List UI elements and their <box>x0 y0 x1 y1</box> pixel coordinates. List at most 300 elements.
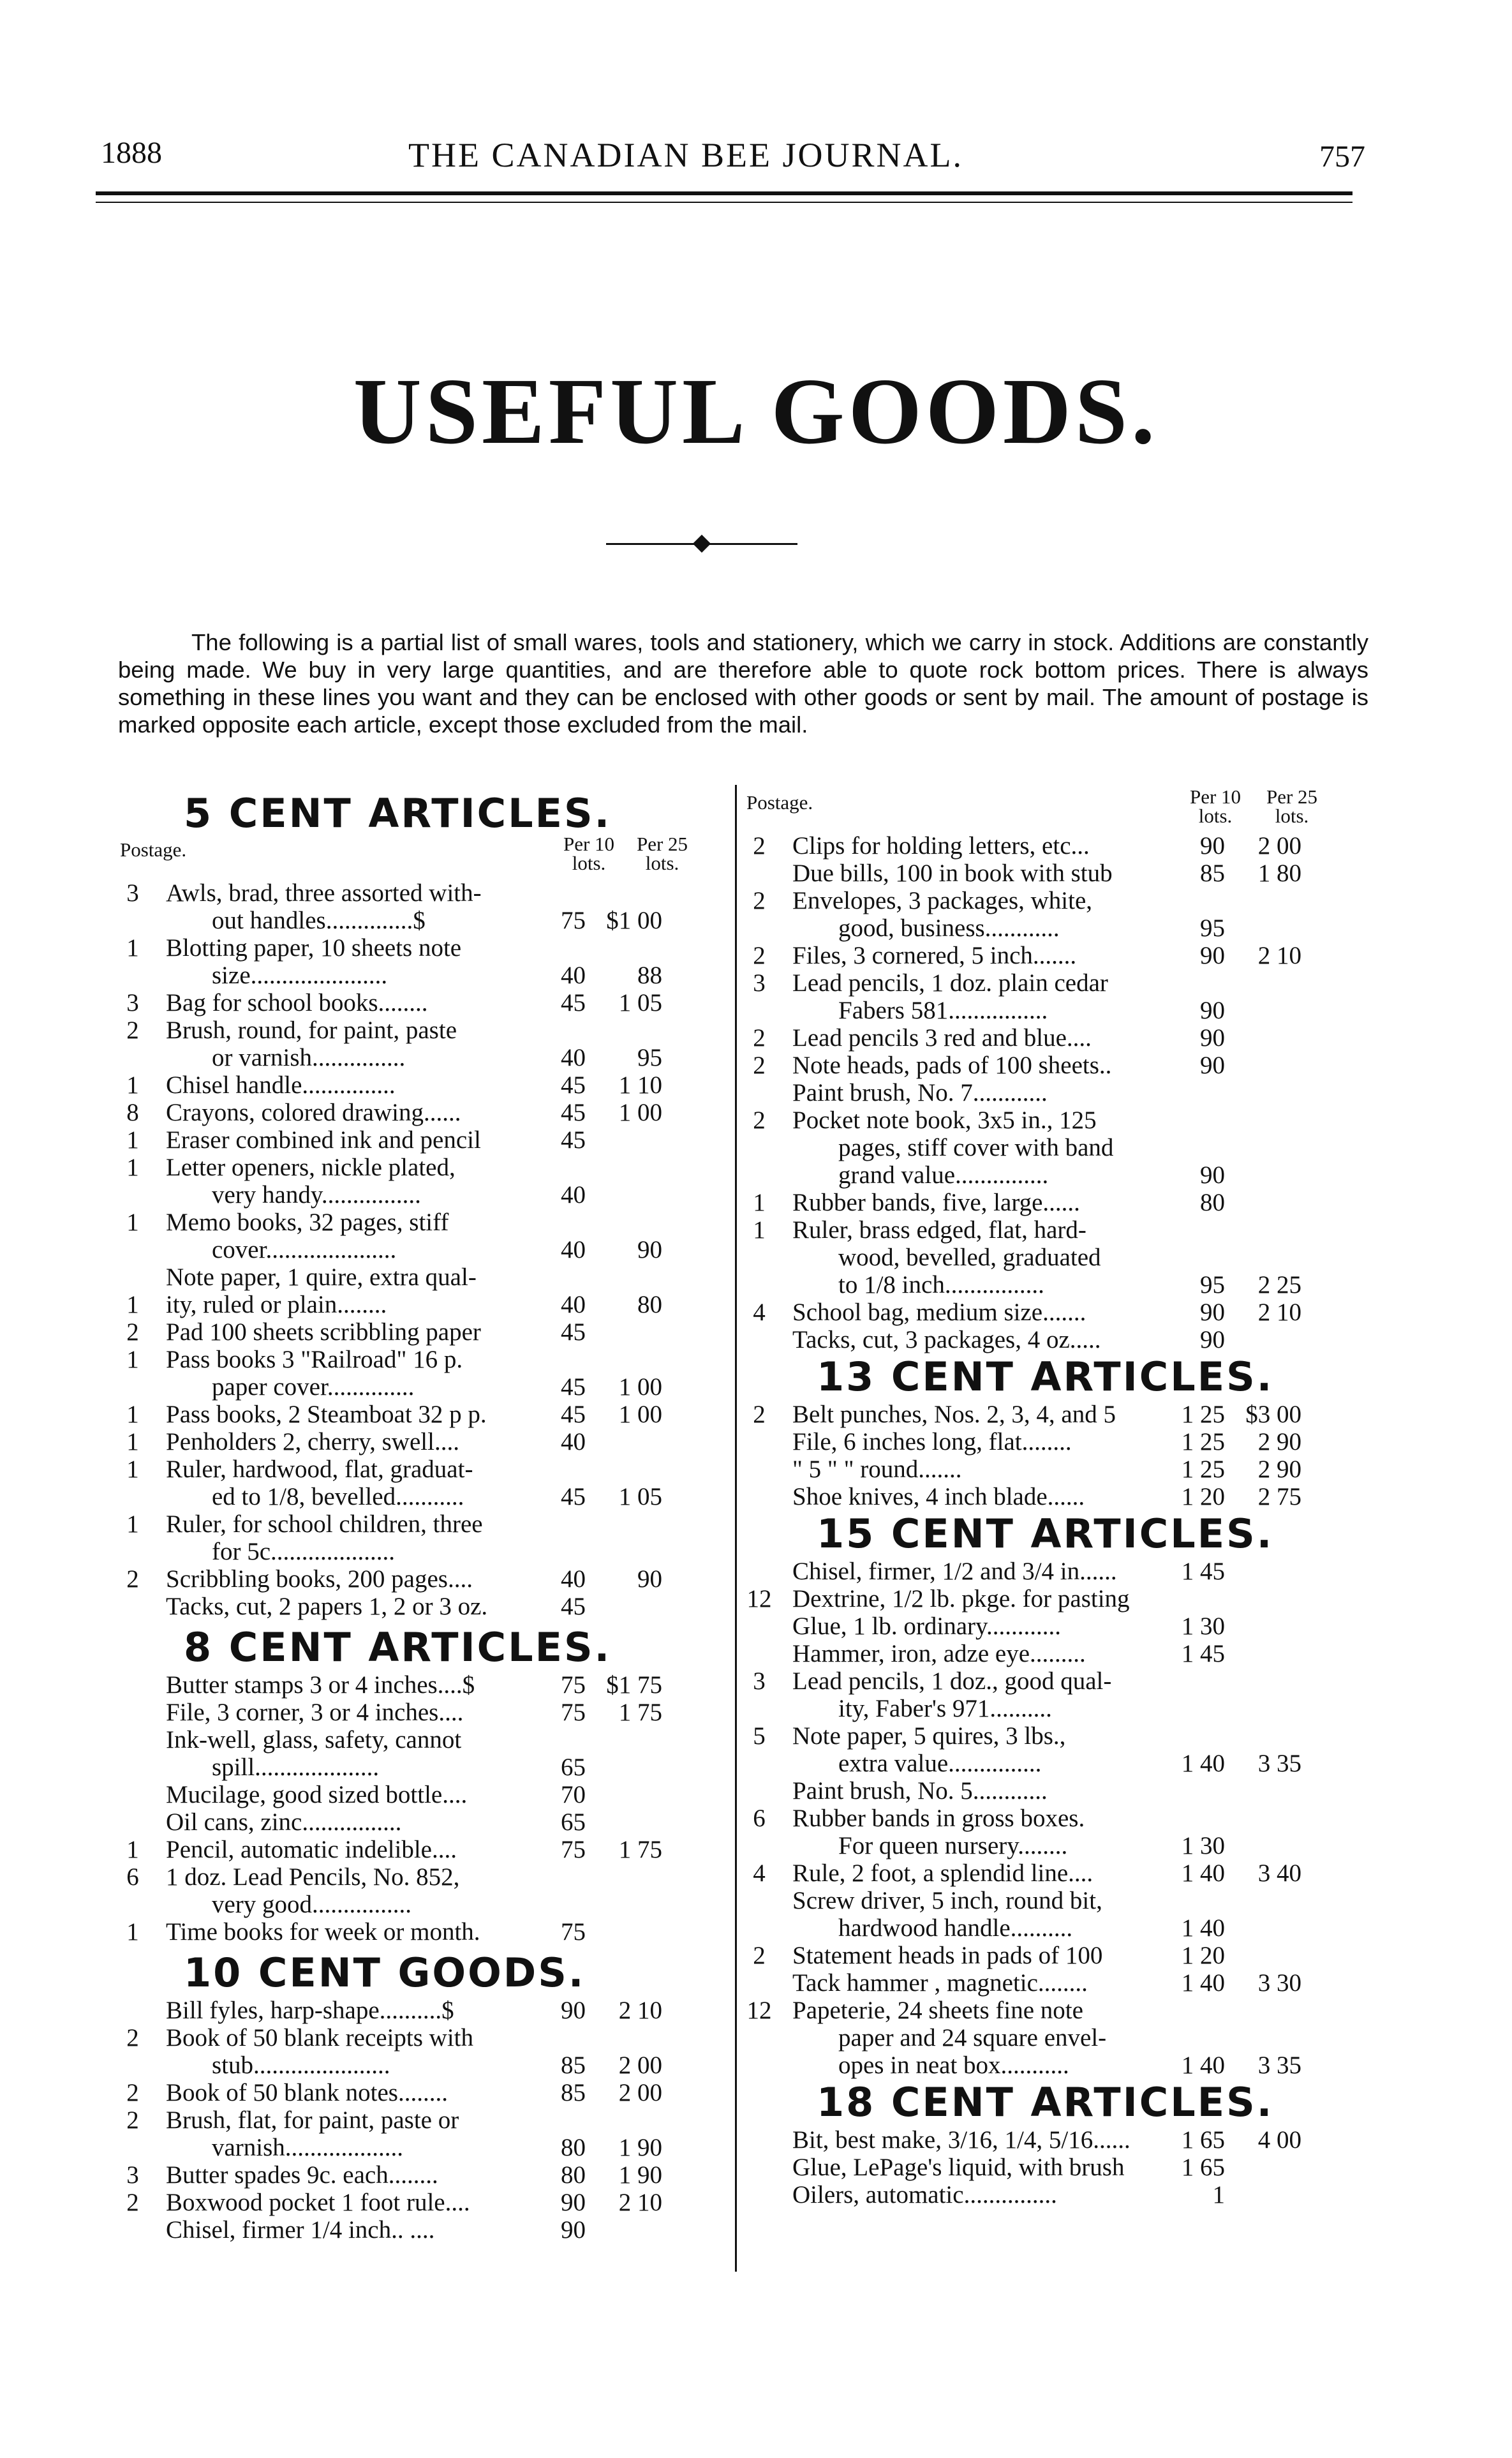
list-item <box>120 2079 732 2106</box>
item-description <box>166 1428 561 1456</box>
list-item <box>746 2154 1378 2181</box>
item-price-per-10: 1 25 <box>1181 1456 1225 1483</box>
item-price-per-10: 75 <box>561 1836 586 1863</box>
item-postage: 1 <box>126 1126 139 1154</box>
list-item <box>120 1291 732 1318</box>
list-item <box>120 1263 732 1291</box>
item-postage: 5 <box>753 1722 766 1750</box>
per10-header-right-line2: lots. <box>1198 805 1233 827</box>
item-price-per-25: 2 10 <box>618 2189 662 2216</box>
item-postage: 3 <box>126 879 139 907</box>
item-description-line: Lead pencils 3 red and blue.... <box>792 1024 1092 1052</box>
item-description-line: Tacks, cut, 2 papers 1, 2 or 3 oz. <box>166 1593 488 1620</box>
item-description-line: Book of 50 blank receipts with <box>166 2024 473 2052</box>
list-item <box>120 1401 732 1428</box>
item-description-line: Belt punches, Nos. 2, 3, 4, and 5 <box>792 1401 1116 1428</box>
list-item <box>120 1671 732 1699</box>
item-description <box>166 1997 561 2024</box>
item-description <box>792 1106 1201 1189</box>
list-item <box>120 1781 732 1808</box>
item-price-per-10: 40 <box>561 1428 586 1456</box>
item-description <box>166 1071 561 1099</box>
list-item <box>120 879 732 934</box>
item-description <box>166 2106 561 2161</box>
item-description-line: Screw driver, 5 inch, round bit, <box>792 1887 1102 1914</box>
item-price-per-10: 45 <box>561 1373 586 1401</box>
item-list-5-cent <box>120 879 732 1620</box>
list-item <box>746 1052 1378 1079</box>
item-description-line: For queen nursery........ <box>838 1832 1068 1859</box>
item-description <box>166 1318 561 1346</box>
item-price-per-10: 45 <box>561 1483 586 1510</box>
list-item <box>746 1456 1378 1483</box>
item-postage: 2 <box>126 2189 139 2216</box>
item-description-line: paper and 24 square envel- <box>838 2024 1107 2052</box>
item-list-10-cent-continued <box>746 832 1378 1353</box>
list-item <box>746 1997 1378 2079</box>
item-description-line: School bag, medium size....... <box>792 1299 1086 1326</box>
list-item <box>120 1071 732 1099</box>
item-price-per-10: 90 <box>1200 1161 1225 1189</box>
item-description <box>792 1805 1201 1859</box>
list-item <box>120 989 732 1017</box>
left-column <box>120 790 732 2244</box>
running-header <box>96 135 1365 180</box>
list-item <box>120 1099 732 1126</box>
item-postage: 2 <box>126 2106 139 2134</box>
item-postage: 1 <box>126 1510 139 1538</box>
item-price-per-25: 1 05 <box>618 1483 662 1510</box>
item-description <box>792 1299 1201 1326</box>
item-price-per-10: 80 <box>561 2134 586 2161</box>
section-heading-8-cent: 8 CENT ARTICLES. <box>184 1624 612 1671</box>
item-postage: 12 <box>746 1585 772 1613</box>
item-price-per-10: 45 <box>561 1071 586 1099</box>
list-item <box>120 1428 732 1456</box>
item-description <box>166 1291 561 1318</box>
item-price-per-10: 90 <box>1200 1299 1225 1326</box>
item-postage: 4 <box>753 1299 766 1326</box>
section-heading-15-cent: 15 CENT ARTICLES. <box>817 1510 1274 1557</box>
item-description <box>792 2154 1201 2181</box>
item-description-line: Brush, flat, for paint, paste or <box>166 2106 459 2134</box>
item-description-line: Ruler, hardwood, flat, graduat- <box>166 1456 473 1483</box>
item-price-per-10: 85 <box>561 2079 586 2106</box>
item-description-line: Book of 50 blank notes........ <box>166 2079 448 2106</box>
item-price-per-10: 1 20 <box>1181 1483 1225 1510</box>
item-price-per-25: 2 10 <box>1257 1299 1301 1326</box>
item-postage: 2 <box>126 2079 139 2106</box>
item-description <box>792 860 1201 887</box>
item-description <box>792 1667 1201 1722</box>
list-item <box>746 832 1378 860</box>
item-list-18-cent <box>746 2126 1378 2208</box>
item-postage: 2 <box>126 1318 139 1346</box>
item-description-line: extra value............... <box>838 1750 1042 1777</box>
item-postage: 12 <box>746 1997 772 2024</box>
postage-header: Postage. <box>120 838 187 861</box>
item-description-line: Dextrine, 1/2 lb. pkge. for pasting <box>792 1585 1130 1613</box>
item-description <box>166 2161 561 2189</box>
per25-header-line2: lots. <box>645 852 679 874</box>
item-price-per-10: 90 <box>1200 997 1225 1024</box>
item-price-per-25: 2 90 <box>1257 1428 1301 1456</box>
item-price-per-25: 1 75 <box>618 1699 662 1726</box>
list-item <box>746 1428 1378 1456</box>
item-description-line: Clips for holding letters, etc... <box>792 832 1090 860</box>
list-item <box>746 1079 1378 1106</box>
item-description <box>166 1808 561 1836</box>
item-description-line: Ink-well, glass, safety, cannot <box>166 1726 462 1754</box>
section-heading-10-cent: 10 CENT GOODS. <box>184 1949 586 1996</box>
item-description-line: Ruler, brass edged, flat, hard- <box>792 1216 1086 1244</box>
item-price-per-10: 40 <box>561 1565 586 1593</box>
item-description <box>792 1585 1201 1613</box>
item-price-per-10: 45 <box>561 1318 586 1346</box>
ornament-line-left <box>606 543 695 545</box>
item-description-line: Chisel, firmer 1/4 inch.. .... <box>166 2216 435 2244</box>
per10-header-line1: Per 10 <box>563 833 615 855</box>
list-item <box>746 969 1378 1024</box>
per25-header-line1: Per 25 <box>636 833 688 855</box>
item-postage: 2 <box>753 1942 766 1969</box>
header-rule-thick <box>96 191 1353 195</box>
item-description-line: Oil cans, zinc................ <box>166 1808 402 1836</box>
item-price-per-10: 1 40 <box>1181 1969 1225 1997</box>
item-price-per-25: $1 00 <box>606 907 662 934</box>
item-postage: 1 <box>126 1209 139 1236</box>
item-description-line: Pass books, 2 Steamboat 32 p p. <box>166 1401 487 1428</box>
item-description-line: very handy................ <box>212 1181 421 1209</box>
item-price-per-25: $1 75 <box>606 1671 662 1699</box>
item-description-line: stub...................... <box>212 2052 390 2079</box>
item-description <box>166 1863 561 1918</box>
section-heading-5-cent: 5 CENT ARTICLES. <box>184 790 612 837</box>
item-description-line: " 5 " " round....... <box>792 1456 962 1483</box>
item-postage: 1 <box>126 934 139 962</box>
item-description-line: Bit, best make, 3/16, 1/4, 5/16...... <box>792 2126 1130 2154</box>
item-description-line: or varnish............... <box>212 1044 406 1071</box>
item-postage: 1 <box>126 1401 139 1428</box>
item-description <box>166 1401 561 1428</box>
item-price-per-10: 90 <box>1200 1024 1225 1052</box>
item-price-per-10: 1 65 <box>1181 2126 1225 2154</box>
item-description-line: Note paper, 1 quire, extra qual- <box>166 1263 477 1291</box>
item-description-line: Envelopes, 3 packages, white, <box>792 887 1093 914</box>
item-postage: 1 <box>126 1456 139 1483</box>
item-postage: 1 <box>126 1918 139 1946</box>
item-description-line: Penholders 2, cherry, swell.... <box>166 1428 459 1456</box>
list-item <box>746 1585 1378 1613</box>
item-description-line: Time books for week or month. <box>166 1918 480 1946</box>
item-postage: 2 <box>126 1017 139 1044</box>
item-postage: 2 <box>753 1024 766 1052</box>
item-description-line: Butter stamps 3 or 4 inches....$ <box>166 1671 475 1699</box>
list-item <box>746 1558 1378 1585</box>
item-price-per-10: 40 <box>561 1291 586 1318</box>
item-price-per-10: 70 <box>561 1781 586 1808</box>
per10-header-line2: lots. <box>572 852 606 874</box>
item-price-per-25: 1 90 <box>618 2161 662 2189</box>
item-description <box>166 1263 561 1291</box>
list-item <box>120 1863 732 1918</box>
item-price-per-10: 1 40 <box>1181 2052 1225 2079</box>
item-postage: 2 <box>753 887 766 914</box>
item-price-per-10: 90 <box>561 2216 586 2244</box>
list-item <box>746 1106 1378 1189</box>
item-description-line: Paint brush, No. 5............ <box>792 1777 1048 1805</box>
item-description-line: Memo books, 32 pages, stiff <box>166 1209 449 1236</box>
item-description <box>166 879 561 934</box>
item-postage: 1 <box>126 1291 139 1318</box>
item-postage: 2 <box>753 1106 766 1134</box>
item-list-8-cent <box>120 1671 732 1946</box>
list-item <box>746 1401 1378 1428</box>
item-price-per-25: 2 00 <box>1257 832 1301 860</box>
item-description-line: very good................ <box>212 1891 412 1918</box>
per10-header-right-line1: Per 10 <box>1189 786 1241 808</box>
item-description <box>792 1189 1201 1216</box>
per10-header-right <box>1187 787 1244 826</box>
item-price-per-10: 90 <box>1200 832 1225 860</box>
item-price-per-25: $3 00 <box>1245 1401 1301 1428</box>
item-description-line: Rule, 2 foot, a splendid line.... <box>792 1859 1093 1887</box>
item-price-per-10: 1 30 <box>1181 1613 1225 1640</box>
item-price-per-10: 45 <box>561 1126 586 1154</box>
list-item <box>120 1126 732 1154</box>
item-description <box>792 1483 1201 1510</box>
list-item <box>120 1997 732 2024</box>
item-description-line: Tack hammer , magnetic........ <box>792 1969 1088 1997</box>
item-price-per-25: 90 <box>637 1236 662 1263</box>
title-ornament <box>606 536 797 551</box>
item-description-line: Lead pencils, 1 doz. plain cedar <box>792 969 1108 997</box>
list-item <box>120 1565 732 1593</box>
item-description <box>166 1565 561 1593</box>
list-item <box>120 1456 732 1510</box>
list-item <box>120 1209 732 1263</box>
list-item <box>746 1216 1378 1299</box>
item-description-line: grand value............... <box>838 1161 1049 1189</box>
item-price-per-25: 3 35 <box>1257 2052 1301 2079</box>
item-description-line: Fabers 581................ <box>838 997 1048 1024</box>
item-description <box>166 1510 561 1565</box>
list-item <box>746 860 1378 887</box>
item-description-line: File, 3 corner, 3 or 4 inches.... <box>166 1699 464 1726</box>
item-postage: 1 <box>753 1216 766 1244</box>
list-item <box>120 1726 732 1781</box>
item-description <box>166 1593 561 1620</box>
item-description-line: Paint brush, No. 7............ <box>792 1079 1048 1106</box>
list-item <box>120 1154 732 1209</box>
item-description <box>792 1079 1201 1106</box>
item-description-line: Oilers, automatic............... <box>792 2181 1057 2208</box>
item-price-per-10: 1 20 <box>1181 1942 1225 1969</box>
item-price-per-25: 4 00 <box>1257 2126 1301 2154</box>
item-list-15-cent <box>746 1558 1378 2079</box>
item-price-per-10: 95 <box>1200 914 1225 942</box>
item-description-line: Ruler, for school children, three <box>166 1510 483 1538</box>
item-description <box>792 1326 1201 1353</box>
item-price-per-10: 45 <box>561 1099 586 1126</box>
list-item <box>120 2106 732 2161</box>
list-item <box>746 1805 1378 1859</box>
list-item <box>746 1667 1378 1722</box>
header-year: 1888 <box>101 136 162 170</box>
item-description-line: Mucilage, good sized bottle.... <box>166 1781 468 1808</box>
item-description-line: Pocket note book, 3x5 in., 125 <box>792 1106 1097 1134</box>
list-item <box>746 1722 1378 1777</box>
per25-header-right-line2: lots. <box>1275 805 1309 827</box>
item-description-line: Bag for school books........ <box>166 989 428 1017</box>
item-description-line: 1 doz. Lead Pencils, No. 852, <box>166 1863 460 1891</box>
item-postage: 2 <box>753 1052 766 1079</box>
list-item <box>120 2024 732 2079</box>
item-description <box>792 1024 1201 1052</box>
item-price-per-25: 95 <box>637 1044 662 1071</box>
item-description-line: Pass books 3 "Railroad" 16 p. <box>166 1346 463 1373</box>
item-price-per-10: 40 <box>561 1044 586 1071</box>
item-postage: 1 <box>126 1346 139 1373</box>
item-price-per-10: 40 <box>561 962 586 989</box>
item-description-line: good, business............ <box>838 914 1060 942</box>
item-description <box>792 2181 1201 2208</box>
item-description <box>166 1781 561 1808</box>
section-heading-13-cent: 13 CENT ARTICLES. <box>817 1353 1274 1400</box>
list-item <box>120 1836 732 1863</box>
item-price-per-10: 85 <box>1200 860 1225 887</box>
item-description <box>792 1722 1201 1777</box>
item-price-per-10: 1 45 <box>1181 1558 1225 1585</box>
item-price-per-10: 1 40 <box>1181 1750 1225 1777</box>
item-postage: 3 <box>753 969 766 997</box>
item-description-line: Hammer, iron, adze eye......... <box>792 1640 1086 1667</box>
item-list-13-cent <box>746 1401 1378 1510</box>
item-price-per-10: 75 <box>561 907 586 934</box>
item-description-line: Tacks, cut, 3 packages, 4 oz..... <box>792 1326 1101 1353</box>
column-divider <box>735 785 737 2272</box>
list-item <box>746 942 1378 969</box>
item-description-line: Due bills, 100 in book with stub <box>792 860 1113 887</box>
item-postage: 1 <box>753 1189 766 1216</box>
item-description-line: Boxwood pocket 1 foot rule.... <box>166 2189 470 2216</box>
item-description-line: Chisel, firmer, 1/2 and 3/4 in...... <box>792 1558 1117 1585</box>
item-description <box>166 1836 561 1863</box>
item-description <box>166 1918 561 1946</box>
item-postage: 2 <box>753 1401 766 1428</box>
item-price-per-25: 2 75 <box>1257 1483 1301 1510</box>
item-description <box>166 1154 561 1209</box>
item-price-per-25: 2 10 <box>1257 942 1301 969</box>
item-postage: 8 <box>126 1099 139 1126</box>
header-journal-title: THE CANADIAN BEE JOURNAL. <box>408 136 963 174</box>
list-item <box>746 2181 1378 2208</box>
item-price-per-10: 1 45 <box>1181 1640 1225 1667</box>
item-description <box>792 1558 1201 1585</box>
item-price-per-10: 75 <box>561 1699 586 1726</box>
item-description-line: Shoe knives, 4 inch blade...... <box>792 1483 1085 1510</box>
item-price-per-25: 2 10 <box>618 1997 662 2024</box>
item-price-per-25: 2 90 <box>1257 1456 1301 1483</box>
item-price-per-10: 40 <box>561 1181 586 1209</box>
item-description-line: Pencil, automatic indelible.... <box>166 1836 457 1863</box>
item-description-line: Rubber bands, five, large...... <box>792 1189 1080 1216</box>
item-price-per-25: 2 25 <box>1257 1271 1301 1299</box>
item-description <box>792 1456 1201 1483</box>
item-postage: 3 <box>126 2161 139 2189</box>
list-item <box>120 1593 732 1620</box>
item-price-per-10: 90 <box>561 1997 586 2024</box>
item-price-per-10: 1 25 <box>1181 1401 1225 1428</box>
item-price-per-25: 1 75 <box>618 1836 662 1863</box>
item-description <box>792 1640 1201 1667</box>
item-price-per-10: 45 <box>561 1401 586 1428</box>
list-item <box>746 1613 1378 1640</box>
item-description-line: varnish................... <box>212 2134 404 2161</box>
item-description-line: Lead pencils, 1 doz., good qual- <box>792 1667 1112 1695</box>
item-description <box>792 1777 1201 1805</box>
item-price-per-10: 75 <box>561 1671 586 1699</box>
item-description <box>792 1997 1201 2079</box>
item-price-per-10: 85 <box>561 2052 586 2079</box>
right-column <box>746 786 1378 2208</box>
item-description-line: Awls, brad, three assorted with- <box>166 879 482 907</box>
item-price-per-25: 1 10 <box>618 1071 662 1099</box>
item-price-per-25: 3 30 <box>1257 1969 1301 1997</box>
item-description-line: Glue, 1 lb. ordinary............ <box>792 1613 1061 1640</box>
item-description-line: cover..................... <box>212 1236 397 1263</box>
item-price-per-10: 80 <box>561 2161 586 2189</box>
list-item <box>746 1942 1378 1969</box>
item-description <box>792 942 1201 969</box>
item-description <box>166 2024 561 2079</box>
list-item <box>120 1346 732 1401</box>
item-price-per-25: 3 35 <box>1257 1750 1301 1777</box>
list-item <box>746 1969 1378 1997</box>
list-item <box>746 1024 1378 1052</box>
item-description-line: Eraser combined ink and pencil <box>166 1126 481 1154</box>
item-postage: 4 <box>753 1859 766 1887</box>
item-price-per-10: 80 <box>1200 1189 1225 1216</box>
item-description-line: Brush, round, for paint, paste <box>166 1017 457 1044</box>
item-price-per-10: 1 40 <box>1181 1859 1225 1887</box>
item-description-line: Bill fyles, harp-shape..........$ <box>166 1997 454 2024</box>
list-item <box>120 2161 732 2189</box>
item-description <box>166 2189 561 2216</box>
list-item <box>746 1777 1378 1805</box>
item-price-per-10: 1 <box>1212 2181 1225 2208</box>
item-price-per-10: 40 <box>561 1236 586 1263</box>
list-item <box>120 1017 732 1071</box>
item-description-line: Letter openers, nickle plated, <box>166 1154 456 1181</box>
item-price-per-10: 1 40 <box>1181 1914 1225 1942</box>
item-description <box>792 2126 1201 2154</box>
column-header-right <box>746 786 1378 832</box>
per25-header <box>634 835 691 873</box>
intro-paragraph: The following is a partial list of small wares, tools and stationery, which we carry in stock. Additions are constantly being made. We buy in very large quantities, and are therefore able to quote rock bottom prices. There is always something in these lines you want and they can be enclosed with other goods or sent by mail. The amount of postage is marked opposite each article, except those excluded from the mail. <box>118 629 1368 738</box>
section-heading-18-cent: 18 CENT ARTICLES. <box>817 2079 1274 2126</box>
item-description <box>166 2216 561 2244</box>
item-description-line: Note paper, 5 quires, 3 lbs., <box>792 1722 1066 1750</box>
list-item <box>746 1640 1378 1667</box>
item-description-line: paper cover.............. <box>212 1373 415 1401</box>
item-description <box>166 1699 561 1726</box>
item-description <box>792 1428 1201 1456</box>
item-description <box>792 969 1201 1024</box>
item-price-per-10: 90 <box>561 2189 586 2216</box>
item-price-per-25: 1 90 <box>618 2134 662 2161</box>
item-postage: 1 <box>126 1836 139 1863</box>
